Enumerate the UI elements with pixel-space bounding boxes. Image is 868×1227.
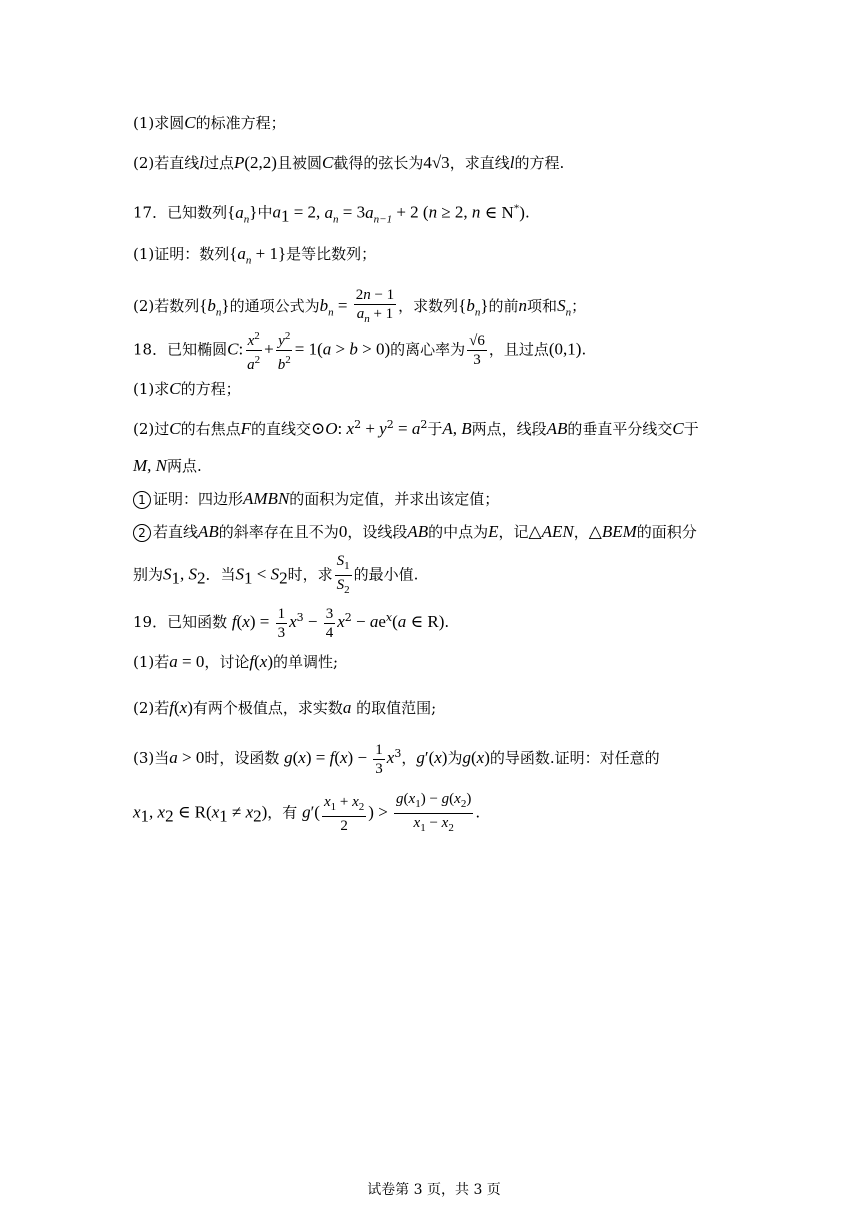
q18-part1: (1)求C的方程； xyxy=(133,379,241,398)
circled-one-icon: 1 xyxy=(133,491,151,509)
q19-stem: 19．已知函数 f(x) = $\frac{1}{3}$ $x^3$ − $\frac{3}{4}$ $x^2 - ae^x(a$ ∈ R). xyxy=(133,605,450,641)
q19-part1: (1)若a = 0，讨论f(x)的单调性; xyxy=(133,652,339,671)
q18-stem: 18．已知椭圆C: $\frac{x^2}{a^2}$ + $\frac{y^2}{b^2}$ = 1(a > b > 0)的离心率为 $\frac{√6}{3}$ ，且过点(0,1). xyxy=(133,327,748,374)
q19-part3-line1: (3)当a > 0时，设函数 g(x) = f(x) − $\frac{1}{3}$ $x^3$，g′(x)为g(x)的导函数.证明：对任意的 xyxy=(133,741,660,777)
q19-part3-line2: $x_1$, $x_2$ ∈ $R(x_1 \ne x_2)$，有 g′( $\frac{x_1 + x_2}{2}$ ) > $\frac{g(x_1) - g(x_2)}{x_1 - x_2}$ . xyxy=(133,791,481,834)
q17-part2: (2)若数列$\{b_n\}$的通项公式为$b_n$ = $\frac{2n - 1}{a_n + 1}$ ，求数列$\{b_n\}$的前n项和$S_n$； xyxy=(133,287,587,325)
page-footer: 试卷第 3 页，共 3 页 xyxy=(367,1182,501,1198)
q19-part2: (2)若f(x)有两个极值点，求实数a 的取值范围; xyxy=(133,698,437,717)
q18-sub2-line2: 别为$S_1$, $S_2$．当$S_1 < S_2$时，求 $\frac{S_1}{S_2}$ 的最小值. xyxy=(133,553,419,596)
q17-stem: 17．已知数列$\{a_n\}$中$a_1 = 2$, $a_n = 3a_{n-1} + 2$ (n ≥ 2, n ∈ N*). xyxy=(133,202,530,226)
q18-sub1: 1 证明：四边形AMBN的面积为定值，并求出该定值； xyxy=(133,488,748,510)
circled-two-icon: 2 xyxy=(133,524,151,542)
q18-sub2-line1: 2 若直线AB的斜率存在且不为0，设线段AB的中点为E，记△AEN，△BEM的面积分 xyxy=(133,521,748,543)
q16-part2: (2)若直线l过点P(2,2)且被圆C截得的弦长为4√3，求直线l的方程. xyxy=(133,153,565,172)
q16-part1: (1)求圆C的标准方程； xyxy=(133,113,286,132)
q18-part2-line1: (2)过C的右焦点F的直线交⊙O: $x^2 + y^2 = a^2$于A, B两点，线段AB的垂直平分线交C于 xyxy=(133,418,699,438)
q18-part2-line2: M, N两点. xyxy=(133,456,202,475)
q17-part1: (1)证明：数列$\{a_n + 1\}$是等比数列； xyxy=(133,244,377,267)
